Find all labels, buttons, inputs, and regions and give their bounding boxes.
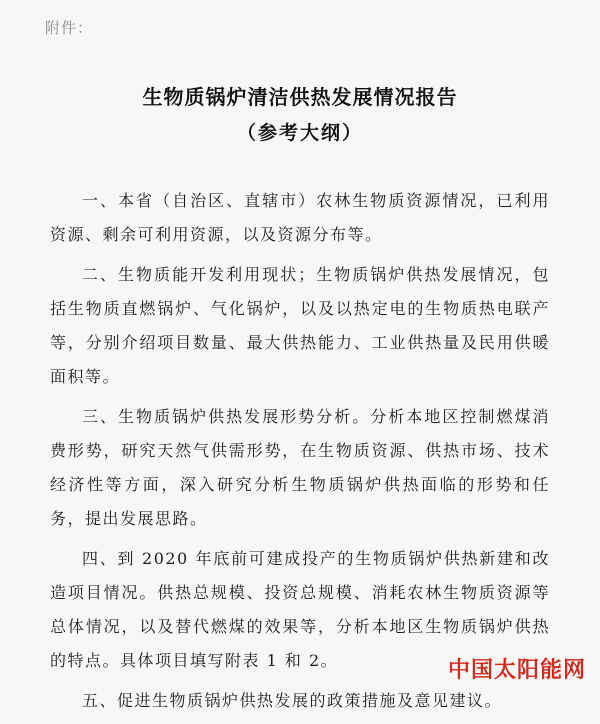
document-title: 生物质锅炉清洁供热发展情况报告	[142, 85, 458, 109]
attachment-label: 附件：	[45, 19, 94, 37]
watermark-logo: 中国太阳能网	[447, 658, 586, 683]
paragraph-5: 五、促进生物质锅炉供热发展的政策措施及意见建议。	[82, 691, 503, 710]
paragraph-4: 四、到 2020 年底前可建成投产的生物质锅炉供热新建和改造项目情况。供热总规模、投资总规模、消耗农林生物质资源等总体情况，以及替代燃煤的效果等，分析本地区生物质锅炉供热的特点。具体项目填写附表 1 和 2。	[50, 549, 550, 670]
paragraph-3: 三、生物质锅炉供热发展形势分析。分析本地区控制燃煤消费形势，研究天然气供需形势，在生物质资源、供热市场、技术经济性等方面，深入研究分析生物质锅炉供热面临的形势和任务，提出发展思路。	[50, 407, 550, 528]
paragraph-2: 二、生物质能开发利用现状；生物质锅炉供热发展情况，包括生物质直燃锅炉、气化锅炉，以及以热定电的生物质热电联产等，分别介绍项目数量、最大供热能力、工业供热量及民用供暖面积等。	[50, 265, 550, 386]
paragraph-1: 一、本省（自治区、直辖市）农林生物质资源情况，已利用资源、剩余可利用资源，以及资源分布等。	[50, 191, 550, 244]
document-body	[50, 184, 550, 724]
document-subtitle: （参考大纲）	[236, 122, 363, 144]
